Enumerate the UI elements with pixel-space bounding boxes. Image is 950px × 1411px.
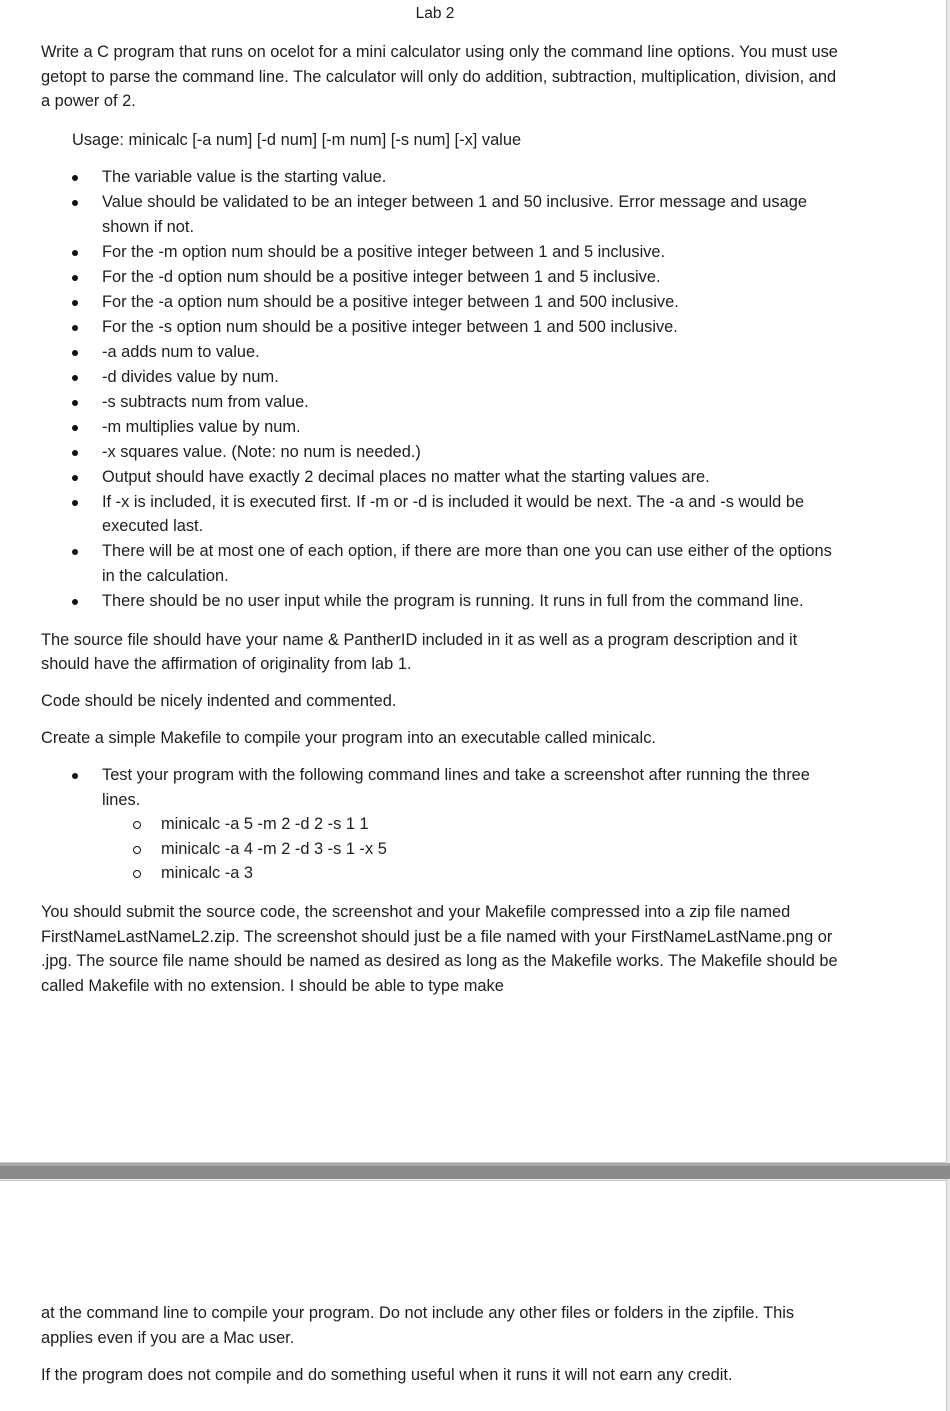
page-header-title: Lab 2 (415, 5, 455, 22)
requirement-item: Output should have exactly 2 decimal places no matter what the starting values are. (41, 465, 841, 490)
test-item (41, 763, 841, 886)
requirements-list (41, 165, 841, 613)
source-file-paragraph: The source file should have your name & PantherID included in it as well as a program description and it should have the affirmation of originality from lab 1. (41, 630, 798, 673)
requirement-item: The variable value is the starting value. (41, 165, 841, 190)
test-command: minicalc -a 3 (41, 861, 841, 886)
requirement-item: For the -d option num should be a positive integer between 1 and 5 inclusive. (41, 265, 841, 290)
requirement-item: -a adds num to value. (41, 340, 841, 365)
requirement-item: For the -m option num should be a positive integer between 1 and 5 inclusive. (41, 240, 841, 265)
requirement-item: There should be no user input while the program is running. It runs in full from the command line. (41, 589, 841, 614)
requirement-item: -m multiplies value by num. (41, 415, 841, 440)
credit-paragraph: If the program does not compile and do something useful when it runs it will not earn any credit. (41, 1365, 733, 1384)
page-break-separator (0, 1163, 950, 1179)
page-1-content (41, 40, 841, 998)
submission-paragraph: You should submit the source code, the screenshot and your Makefile compressed into a zip file named FirstNameLastNameL2.zip. The screenshot should just be a file named with your FirstNameLastName.png or .jpg. The source file name should be named as desired as long as the Makefile works. The Makefile should be called Makefile with no extension. I should be able to type make (41, 903, 838, 995)
requirement-item: If -x is included, it is executed first. If -m or -d is included it would be next. The -a and -s would be executed last. (41, 490, 841, 539)
makefile-paragraph: Create a simple Makefile to compile your program into an executable called minicalc. (41, 729, 656, 747)
requirement-item: Value should be validated to be an integer between 1 and 50 inclusive. Error message and usage shown if not. (41, 190, 841, 239)
intro-paragraph: Write a C program that runs on ocelot for a mini calculator using only the command line options. You must use getopt to parse the command line. The calculator will only do addition, subtraction, multiplication, division, and a power of 2. (41, 43, 838, 110)
requirement-item: -s subtracts num from value. (41, 390, 841, 415)
test-commands-list (102, 812, 841, 886)
continuation-paragraph: at the command line to compile your program. Do not include any other files or folders in the zipfile. This applies even if you are a Mac user. (41, 1304, 795, 1347)
requirement-item: -x squares value. (Note: no num is needed.) (41, 440, 841, 465)
code-style-paragraph: Code should be nicely indented and commented. (41, 692, 397, 710)
test-list (41, 763, 841, 886)
test-intro: Test your program with the following command lines and take a screenshot after running the three lines. (102, 766, 810, 809)
page-2-content (41, 1301, 841, 1387)
requirement-item: For the -a option num should be a positive integer between 1 and 500 inclusive. (41, 290, 841, 315)
document-page-2 (0, 1180, 947, 1411)
test-command: minicalc -a 4 -m 2 -d 3 -s 1 -x 5 (41, 837, 841, 862)
usage-line: Usage: minicalc [-a num] [-d num] [-m num] [-s num] [-x] value (72, 130, 522, 149)
requirement-item: For the -s option num should be a positive integer between 1 and 500 inclusive. (41, 315, 841, 340)
requirement-item: -d divides value by num. (41, 365, 841, 390)
requirement-item: There will be at most one of each option, if there are more than one you can use either of the options in the calculation. (41, 539, 841, 588)
test-command: minicalc -a 5 -m 2 -d 2 -s 1 1 (41, 812, 841, 837)
